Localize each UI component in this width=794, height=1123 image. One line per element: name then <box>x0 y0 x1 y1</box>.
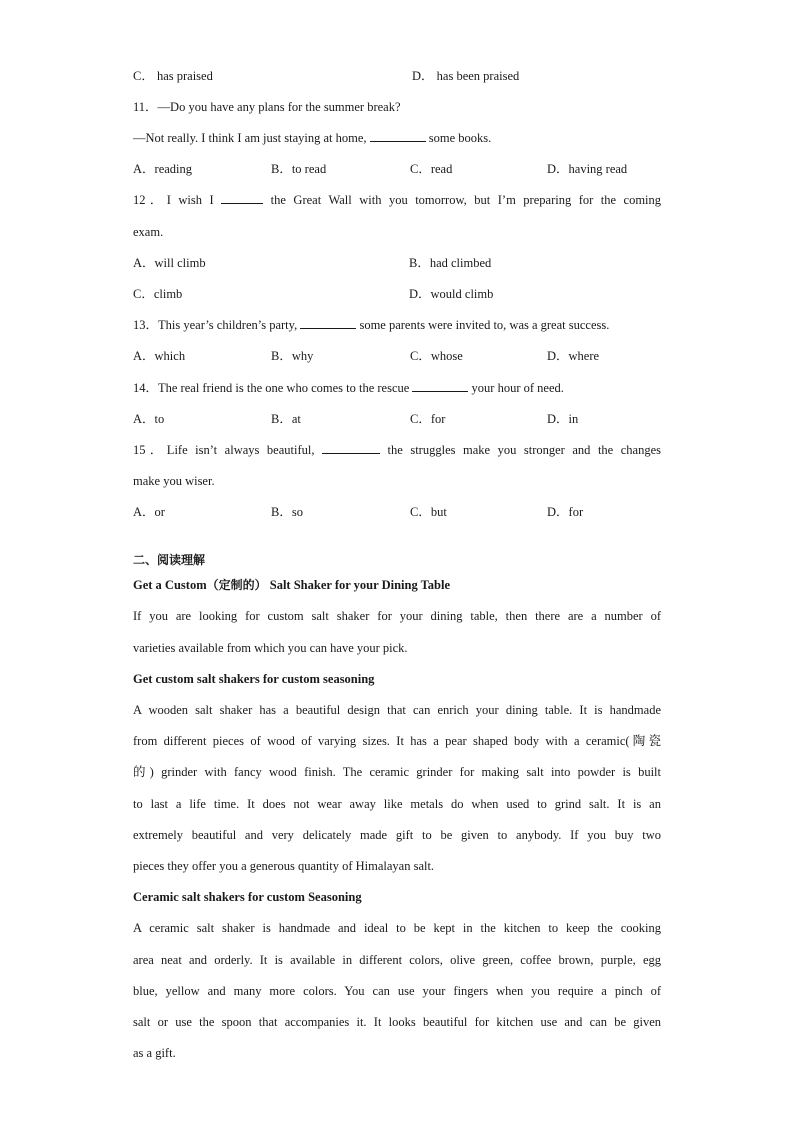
para1-line-4: to last a life time. It does not wear away like metals do when used to grind salt. It is an <box>133 797 661 811</box>
subheading-ceramic: Ceramic salt shakers for custom Seasoning <box>133 890 362 904</box>
q10-option-c: C． has praised <box>133 69 213 83</box>
para1-line-6: pieces they offer you a generous quantity of Himalayan salt. <box>133 859 435 873</box>
q14-stem <box>133 380 564 396</box>
para2-line-2: area neat and orderly. It is available in different colors, olive green, coffee brown, purple, egg <box>133 953 661 967</box>
q11-line2-pre: —Not really. I think I am just staying at home, <box>133 131 367 145</box>
q15-stem-pre: 15．Life isn’t always beautiful, <box>133 443 315 457</box>
intro-line-1: If you are looking for custom salt shaker for your dining table, then there are a number of <box>133 609 661 623</box>
q11-option-a: A．reading <box>133 162 193 176</box>
q11-option-c: C．read <box>410 162 453 176</box>
answer-blank <box>370 130 426 142</box>
q15-option-b: B．so <box>271 505 303 519</box>
passage-title-cjk: （定制的） <box>206 578 267 592</box>
q14-option-d: D．in <box>547 412 579 426</box>
passage-title <box>133 577 450 593</box>
q14-option-a: A．to <box>133 412 165 426</box>
q11-dialog-line <box>133 130 491 146</box>
intro-line-2: varieties available from which you can have your pick. <box>133 641 408 655</box>
q12-stem-pre: 12．I wish I <box>133 193 214 207</box>
q12-option-d: D．would climb <box>409 287 494 301</box>
para1-line-1: A wooden salt shaker has a beautiful design that can enrich your dining table. It is handmade <box>133 703 661 717</box>
q15-stem-post: the struggles make you stronger and the changes <box>387 443 662 457</box>
q15-stem-cont: make you wiser. <box>133 474 215 488</box>
q12-stem-cont: exam. <box>133 225 164 239</box>
q14-stem-post: your hour of need. <box>471 381 564 395</box>
para1-line-2: from different pieces of wood of varying sizes. It has a pear shaped body with a ceramic(陶瓷 <box>133 734 661 748</box>
para2-line-3: blue, yellow and many more colors. You can use your fingers when you require a pinch of <box>133 984 661 998</box>
q13-stem <box>133 317 609 333</box>
q15-option-c: C．but <box>410 505 447 519</box>
q12-option-b: B．had climbed <box>409 256 492 270</box>
q11-line2-post: some books. <box>428 131 492 145</box>
q12-option-a: A．will climb <box>133 256 206 270</box>
para2-line-5: as a gift. <box>133 1046 176 1060</box>
para2-line-4: salt or use the spoon that accompanies it. It looks beautiful for kitchen use and can be given <box>133 1015 661 1029</box>
para1-line-3: 的) grinder with fancy wood finish. The ceramic grinder for making salt into powder is built <box>133 765 661 779</box>
q12-stem <box>133 192 661 208</box>
q13-option-d: D．where <box>547 349 600 363</box>
q14-stem-pre: 14．The real friend is the one who comes to the rescue <box>133 381 410 395</box>
section-heading: 二、阅读理解 <box>133 553 206 567</box>
answer-blank <box>322 442 380 454</box>
q13-option-a: A．which <box>133 349 186 363</box>
q11-option-d: D．having read <box>547 162 628 176</box>
q15-option-a: A．or <box>133 505 165 519</box>
q15-option-d: D．for <box>547 505 584 519</box>
q15-stem <box>133 442 661 458</box>
q13-stem-post: some parents were invited to, was a great success. <box>359 318 610 332</box>
passage-title-post: Salt Shaker for your Dining Table <box>269 578 451 592</box>
q12-stem-post: the Great Wall with you tomorrow, but I’m preparing for the coming <box>270 193 662 207</box>
q14-option-c: C．for <box>410 412 446 426</box>
q13-stem-pre: 13．This year’s children’s party, <box>133 318 298 332</box>
para2-line-1: A ceramic salt shaker is handmade and ideal to be kept in the kitchen to keep the cooking <box>133 921 661 935</box>
answer-blank <box>300 317 356 329</box>
answer-blank <box>412 380 468 392</box>
answer-blank <box>221 192 263 204</box>
q14-option-b: B．at <box>271 412 301 426</box>
q10-option-d: D． has been praised <box>412 69 520 83</box>
subheading-wooden: Get custom salt shakers for custom seasoning <box>133 672 375 686</box>
q11-stem: 11．—Do you have any plans for the summer break? <box>133 100 401 114</box>
q12-option-c: C．climb <box>133 287 183 301</box>
q13-option-c: C．whose <box>410 349 463 363</box>
q11-option-b: B．to read <box>271 162 327 176</box>
para1-line-5: extremely beautiful and very delicately made gift to be given to anybody. If you buy two <box>133 828 661 842</box>
passage-title-pre: Get a Custom <box>133 578 207 592</box>
q13-option-b: B．why <box>271 349 314 363</box>
